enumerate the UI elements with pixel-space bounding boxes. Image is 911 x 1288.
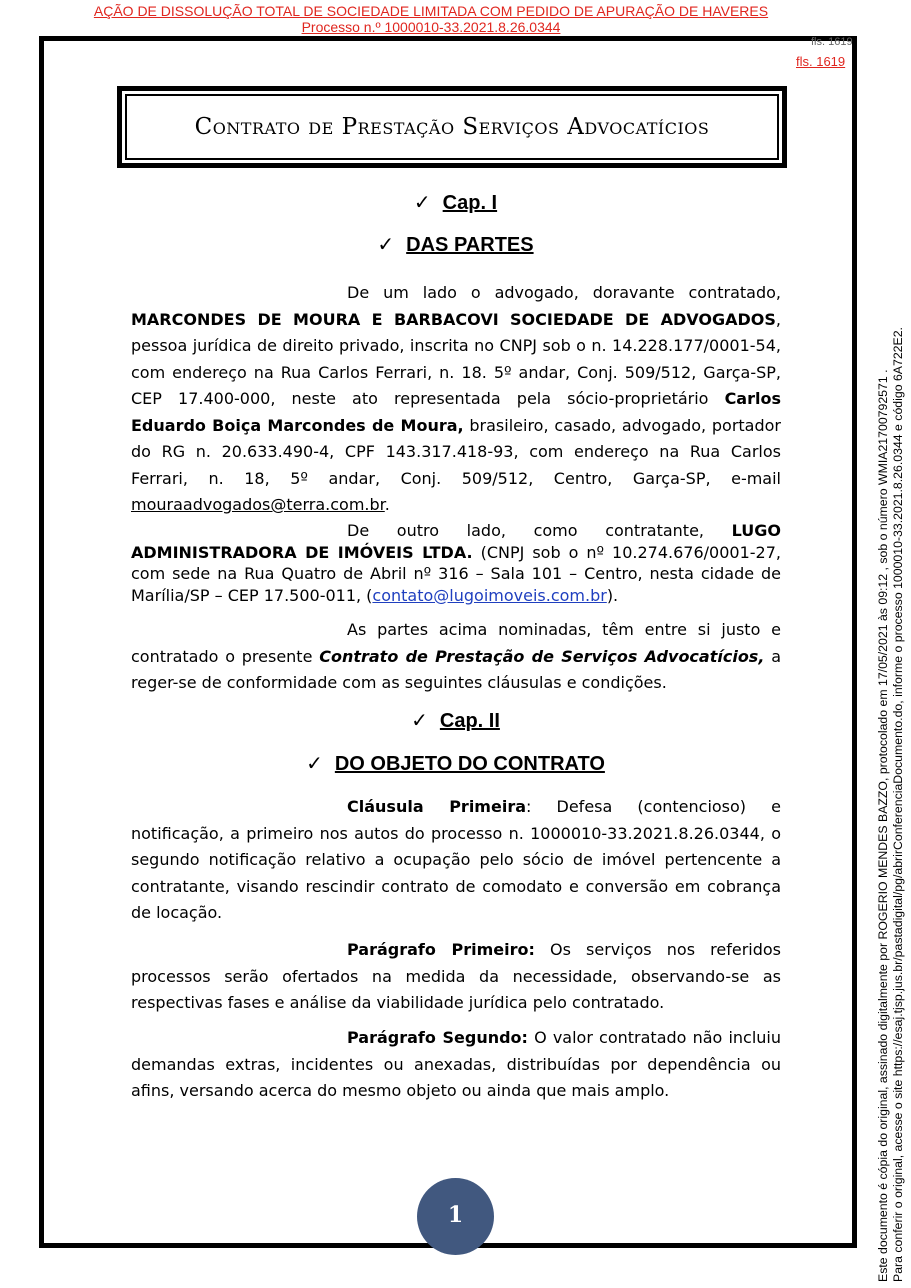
text: , pessoa jurídica de direito privado, inscrita no CNPJ sob o n. 14.228.177/0001-54, com endereço na Rua Carlos Ferrari, n. 18. 5º andar, Conj. 509/512, Garça-SP, CEP 17.400-000, neste ato representada pela sócio-proprietário — [131, 309, 781, 408]
contratado-name: MARCONDES DE MOURA E BARBACOVI SOCIEDADE DE ADVOGADOS — [131, 309, 776, 329]
case-header-banner — [0, 3, 862, 35]
clausula-text: : Defesa (contencioso) e notificação, a primeiro nos autos do processo n. 1000010-33.2021.8.26.0344, o segundo notificação relativo a ocupação pelo sócio de imóvel pertencente a contratante, visando rescindir contrato de comodato e conversão em cobrança de locação. — [131, 797, 781, 922]
contratante-email-link[interactable]: contato@lugoimoveis.com.br — [372, 585, 607, 605]
text: . — [384, 495, 390, 514]
contratado-email-link[interactable]: mouraadvogados@terra.com.br — [131, 495, 385, 514]
page-number-badge: 1 — [417, 1178, 494, 1255]
title-box — [117, 86, 787, 168]
document-title: Contrato de Prestação Serviços Advocatícios — [194, 114, 710, 140]
checkmark-icon: ✓ — [306, 753, 323, 775]
heading-cap-1 — [0, 190, 911, 215]
paragrafo-label: Parágrafo Primeiro: — [347, 940, 535, 959]
title-inner-border — [125, 94, 779, 160]
clausula-primeira — [131, 794, 781, 927]
paragraph-contratado — [131, 280, 781, 519]
heading-cap-1-text: Cap. I — [442, 192, 498, 214]
text: a reger-se de conformidade com as seguintes cláusulas e condições. — [131, 646, 782, 692]
heading-das-partes-text: DAS PARTES — [406, 234, 534, 256]
text: (CNPJ sob o nº 10.274.676/0001-27, com sede na Rua Quatro de Abril nº 316 – Sala 101 – Centro, nesta cidade de Marília/SP – CEP 17.500-011, ( — [131, 542, 781, 605]
text: ). — [606, 585, 619, 605]
clausula-label: Cláusula Primeira — [347, 797, 527, 816]
paragraph-contratante — [131, 520, 781, 606]
checkmark-icon: ✓ — [413, 192, 431, 214]
text: brasileiro, casado, advogado, portador do RG n. 20.633.490-4, CPF 143.317.418-93, com endereço na Rua Carlos Ferrari, n. 18, 5º andar, Conj. 509/512, Centro, Garça-SP, e-mail — [131, 415, 781, 488]
page-stamp-previous: fls. 1619 — [811, 37, 853, 45]
case-title: AÇÃO DE DISSOLUÇÃO TOTAL DE SOCIEDADE LIMITADA COM PEDIDO DE APURAÇÃO DE HAVERES — [93, 3, 769, 19]
signature-note-line-2: Para conferir o original, acesse o site https://esaj.tjsp.jus.br/pastadigital/pg/abrirConferenciaDocumento.do, informe o processo 1000010-33.2021.8.26.0344 e código 6A722E2. — [891, 327, 905, 1282]
text: As partes acima nominadas, têm entre si justo e contratado o presente — [131, 620, 781, 666]
contratante-name: LUGO ADMINISTRADORA DE IMÓVEIS LTDA. — [131, 521, 781, 562]
heading-objeto — [0, 751, 911, 776]
case-number: Processo n.º 1000010-33.2021.8.26.0344 — [301, 19, 561, 35]
digital-signature-note — [876, 212, 906, 1282]
representative-name: Carlos Eduardo Boiça Marcondes de Moura, — [131, 389, 781, 435]
heading-cap-2 — [0, 708, 911, 733]
paragraph-partes-acordo — [131, 617, 781, 697]
heading-objeto-text: DO OBJETO DO CONTRATO — [334, 753, 605, 775]
heading-cap-2-text: Cap. II — [439, 710, 500, 732]
paragrafo-text: Os serviços nos referidos processos serão ofertados na medida da necessidade, observando-se as respectivas fases e análise da viabilidade jurídica pelo contratado. — [131, 940, 781, 1012]
paragrafo-segundo — [131, 1025, 781, 1105]
page-stamp: fls. 1619 — [796, 54, 846, 69]
text: De outro lado, como contratante, — [347, 521, 732, 540]
checkmark-icon: ✓ — [377, 234, 395, 256]
paragrafo-label: Parágrafo Segundo: — [347, 1028, 528, 1047]
checkmark-icon: ✓ — [411, 710, 428, 732]
text: De um lado o advogado, doravante contratado, — [347, 283, 781, 302]
signature-note-line-1: Este documento é cópia do original, assinado digitalmente por ROGERIO MENDES BAZZO, protocolado em 17/05/2021 às 09:12 , sob o número WMIA21700792571 . — [876, 369, 890, 1282]
paragrafo-text: O valor contratado não incluiu demandas extras, incidentes ou anexadas, distribuídas por dependência ou afins, versando acerca do mesmo objeto ou ainda que mais amplo. — [131, 1028, 781, 1100]
contract-name: Contrato de Prestação de Serviços Advocatícios, — [319, 646, 765, 666]
paragrafo-primeiro — [131, 937, 781, 1017]
heading-das-partes — [0, 232, 911, 257]
